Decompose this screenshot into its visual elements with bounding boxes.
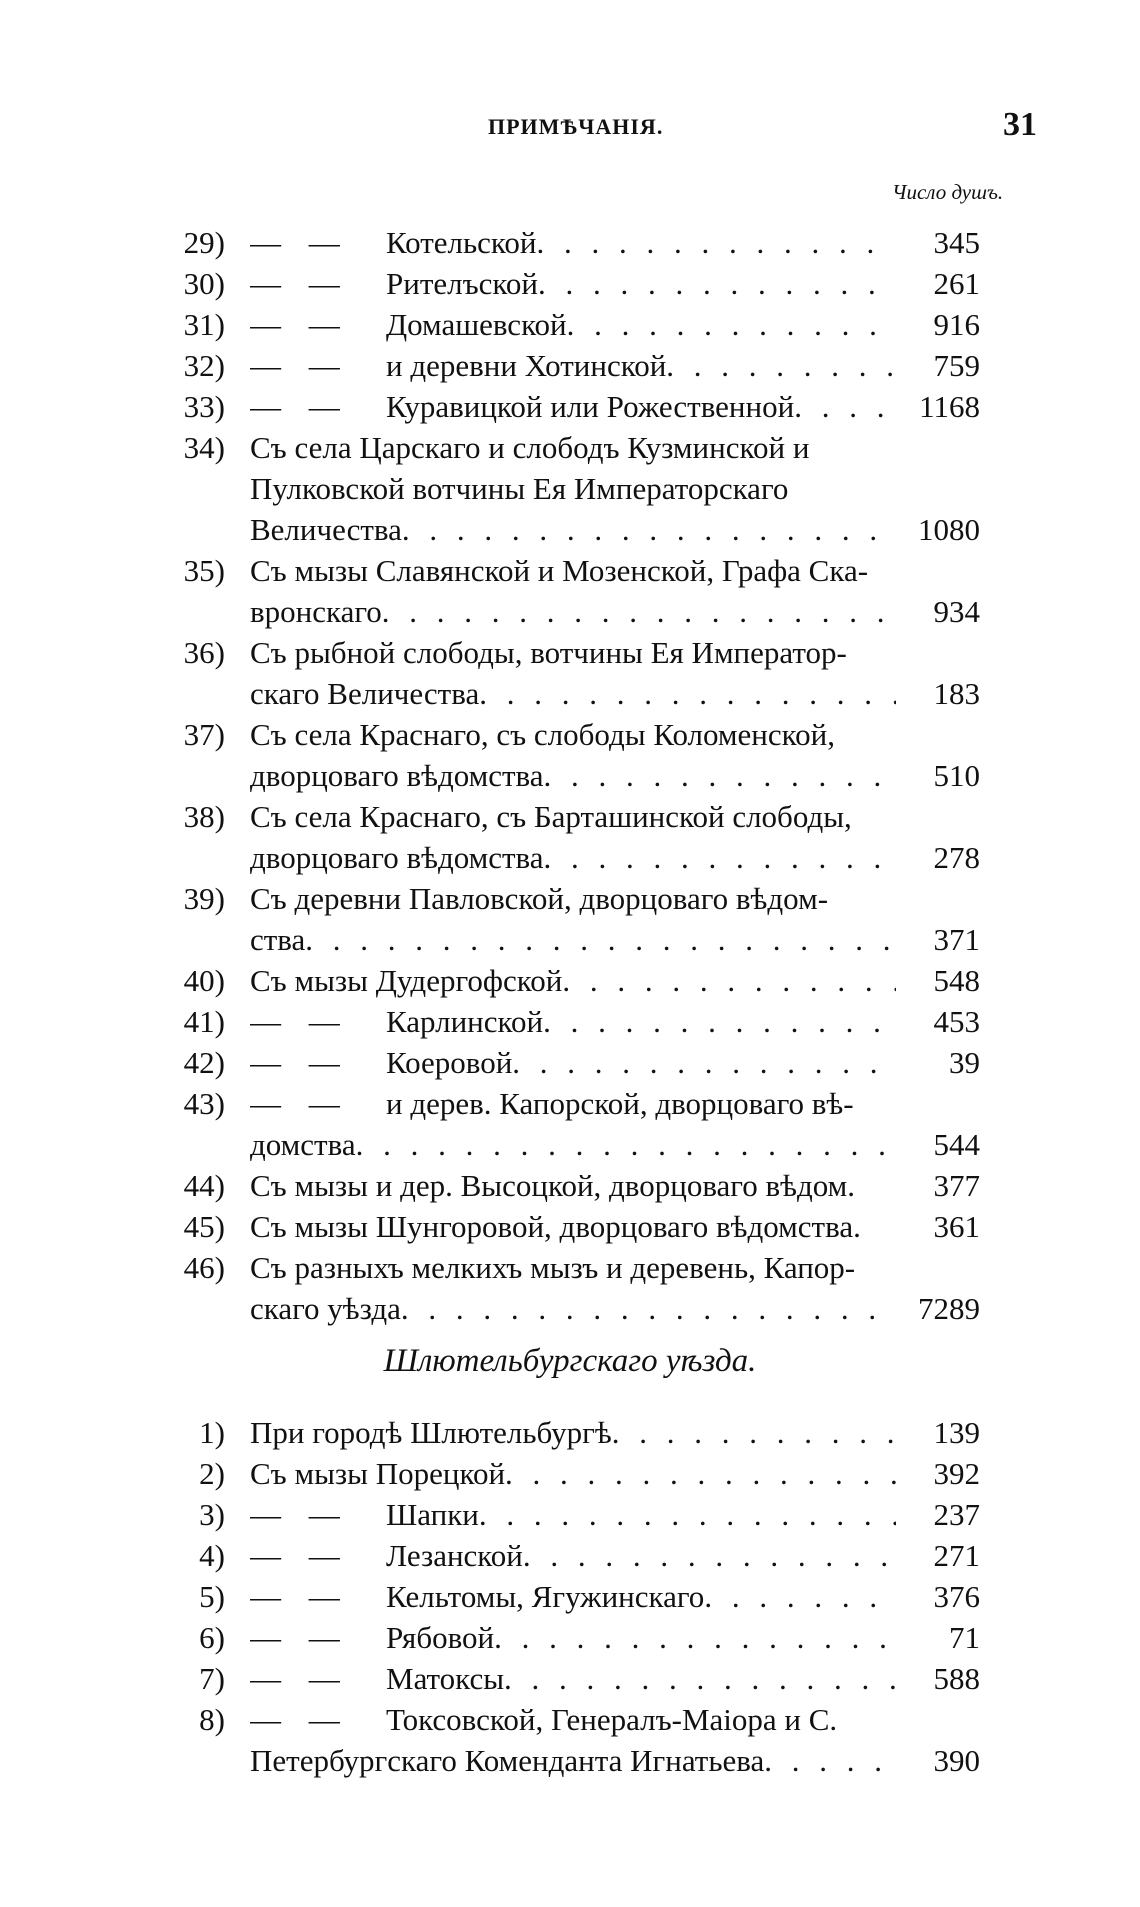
item-text: Кельтомы, Ягужинскаго — [386, 1579, 705, 1614]
item-text — [250, 1576, 704, 1617]
item-text — [250, 919, 980, 960]
item-text — [250, 1165, 980, 1206]
item-text: Петербургскаго Коменданта Игнатьева — [250, 1743, 765, 1778]
ditto-dash: — — — [250, 1045, 350, 1080]
item-text: и дерев. Капорской, дворцоваго вѣ- — [386, 1086, 854, 1121]
item-number: 7) — [199, 1661, 225, 1696]
dot-leader — [494, 1617, 896, 1658]
item-number: 40) — [183, 963, 225, 998]
list-item-continuation — [150, 468, 980, 509]
list-item-continuation — [150, 509, 980, 550]
item-text — [250, 509, 980, 550]
section-2-list — [150, 1412, 980, 1781]
dot-leader — [536, 222, 896, 263]
soul-count: 588 — [933, 1661, 980, 1696]
dot-leader — [356, 1124, 896, 1165]
item-text — [250, 960, 980, 1001]
list-item — [150, 304, 980, 345]
ditto-dash: — — — [250, 266, 350, 301]
item-text — [250, 263, 980, 304]
item-text — [250, 1535, 523, 1576]
soul-count: 453 — [933, 1004, 980, 1039]
ditto-dash: — — — [250, 1497, 350, 1532]
item-text — [250, 1617, 494, 1658]
item-text — [250, 1453, 980, 1494]
item-text — [250, 1206, 980, 1247]
item-text — [250, 222, 980, 263]
ditto-dash: — — — [250, 225, 350, 260]
item-text — [250, 1740, 980, 1781]
item-text — [250, 263, 538, 304]
item-text — [250, 1001, 543, 1042]
soul-count: 261 — [933, 266, 980, 301]
list-item-continuation — [150, 673, 980, 714]
list-item — [150, 796, 980, 837]
item-text: Съ села Царскаго и слободъ Кузминской и — [250, 430, 810, 465]
item-text — [250, 304, 980, 345]
item-text: Съ деревни Павловской, дворцоваго вѣдом- — [250, 881, 829, 916]
soul-count: 1080 — [918, 512, 980, 547]
soul-count: 271 — [933, 1538, 980, 1573]
ditto-dash: — — — [250, 1620, 350, 1655]
item-text: Рябовой — [386, 1620, 495, 1655]
item-text — [250, 386, 980, 427]
soul-count: 376 — [933, 1579, 980, 1614]
item-number: 32) — [183, 348, 225, 383]
item-text — [250, 673, 980, 714]
ditto-dash: — — — [250, 1004, 350, 1039]
list-item — [150, 960, 980, 1001]
list-item — [150, 550, 980, 591]
item-text: скаго уѣзда — [250, 1291, 401, 1326]
item-text — [250, 1699, 980, 1740]
item-text: Съ мызы Дудергофской — [250, 963, 563, 998]
item-number: 29) — [183, 225, 225, 260]
list-item — [150, 1617, 980, 1658]
list-item — [150, 1206, 980, 1247]
item-text: и деревни Хотинской — [386, 348, 667, 383]
item-text — [250, 345, 666, 386]
item-text — [250, 1453, 980, 1494]
item-text — [250, 1617, 980, 1658]
item-text — [250, 755, 980, 796]
section-title: Шлютельбургскаго уѣзда. — [383, 1343, 757, 1379]
dot-leader — [764, 1740, 896, 1781]
item-text — [250, 837, 980, 878]
item-text — [250, 1412, 980, 1453]
item-text — [250, 837, 980, 878]
item-text — [250, 1576, 980, 1617]
item-text: скаго Величества — [250, 676, 480, 711]
item-text — [250, 1042, 980, 1083]
item-text: Пулковской вотчины Ея Императорскаго — [250, 471, 789, 506]
item-number: 3) — [199, 1497, 225, 1532]
item-text: вронскаго — [250, 594, 382, 629]
soul-count: 544 — [933, 1127, 980, 1162]
item-number: 5) — [199, 1579, 225, 1614]
item-number: 39) — [183, 881, 225, 916]
item-text: Рителъской — [386, 266, 538, 301]
dot-leader — [704, 1576, 896, 1617]
dot-leader — [504, 1658, 896, 1699]
item-text — [250, 304, 980, 345]
list-item — [150, 1453, 980, 1494]
soul-count: 371 — [933, 922, 980, 957]
list-item — [150, 427, 980, 468]
item-text — [250, 1494, 980, 1535]
item-text: Съ разныхъ мелкихъ мызъ и деревень, Капор- — [250, 1250, 856, 1285]
item-number: 41) — [183, 1004, 225, 1039]
item-number: 44) — [183, 1168, 225, 1203]
list-item — [150, 386, 980, 427]
list-item-continuation — [150, 919, 980, 960]
list-item — [150, 222, 980, 263]
item-text — [250, 1001, 980, 1042]
item-number: 31) — [183, 307, 225, 342]
item-text — [250, 222, 536, 263]
soul-count: 759 — [933, 348, 980, 383]
item-text: При городѣ Шлютельбургѣ — [250, 1415, 612, 1450]
soul-count: 510 — [933, 758, 980, 793]
running-title: ПРИМѢЧАНІЯ. — [488, 114, 664, 139]
page-number: 31 — [1003, 106, 1037, 143]
item-text: Съ рыбной слободы, вотчины Ея Император- — [250, 635, 847, 670]
item-number: 43) — [183, 1086, 225, 1121]
dot-leader — [401, 1288, 896, 1329]
item-text: Куравицкой или Рожественной — [386, 389, 795, 424]
ditto-dash: — — — [250, 1579, 350, 1614]
list-item — [150, 1042, 980, 1083]
soul-count: 237 — [933, 1497, 980, 1532]
list-item — [150, 632, 980, 673]
ditto-dash: — — — [250, 1086, 350, 1121]
dot-leader — [479, 1494, 896, 1535]
item-text: Шапки — [386, 1497, 479, 1532]
item-text — [250, 1042, 980, 1083]
item-number: 8) — [199, 1702, 225, 1737]
soul-count: 139 — [933, 1415, 980, 1450]
item-text: Съ мызы Порецкой — [250, 1456, 506, 1491]
soul-count: 39 — [949, 1045, 980, 1080]
item-text: Котельской — [386, 225, 537, 260]
soul-count: 1168 — [919, 389, 980, 424]
item-number: 46) — [183, 1250, 225, 1285]
item-text — [250, 1658, 980, 1699]
item-text: Съ села Краснаго, съ Барташинской слободы, — [250, 799, 852, 834]
item-number: 4) — [199, 1538, 225, 1573]
dot-leader — [794, 386, 896, 427]
dot-leader — [523, 1535, 896, 1576]
item-text: ства — [250, 922, 306, 957]
soul-count: 548 — [933, 963, 980, 998]
ditto-dash: — — — [250, 1538, 350, 1573]
item-text — [250, 222, 980, 263]
list-item — [150, 1083, 980, 1124]
item-text — [250, 1083, 980, 1124]
dot-leader — [382, 591, 896, 632]
item-text — [250, 591, 980, 632]
dot-leader — [538, 263, 896, 304]
item-text — [250, 1535, 980, 1576]
column-heading: Число душъ. — [892, 180, 1004, 204]
item-text — [250, 1576, 980, 1617]
item-text — [250, 1042, 512, 1083]
item-text — [250, 509, 980, 550]
item-text — [250, 1288, 980, 1329]
item-text — [250, 263, 980, 304]
list-item — [150, 1001, 980, 1042]
dot-leader — [612, 1412, 896, 1453]
ditto-dash: — — — [250, 1702, 350, 1737]
soul-count: 916 — [933, 307, 980, 342]
item-text — [250, 345, 980, 386]
item-text — [250, 1740, 980, 1781]
dot-leader — [666, 345, 896, 386]
item-number: 38) — [183, 799, 225, 834]
item-text: Лезанской — [386, 1538, 523, 1573]
item-text — [250, 1165, 980, 1206]
ditto-dash: — — — [250, 1661, 350, 1696]
list-item — [150, 1165, 980, 1206]
dot-leader — [544, 837, 896, 878]
item-text — [855, 1165, 896, 1206]
dot-leader — [543, 1001, 896, 1042]
dot-leader — [567, 304, 896, 345]
item-text — [250, 1494, 479, 1535]
item-text: Коеровой — [386, 1045, 513, 1080]
item-text — [250, 386, 980, 427]
dot-leader — [402, 509, 896, 550]
soul-count: 377 — [933, 1168, 980, 1203]
item-text: Карлинской — [386, 1004, 544, 1039]
item-text — [250, 919, 980, 960]
item-text — [250, 1001, 980, 1042]
soul-count: 934 — [933, 594, 980, 629]
item-number: 35) — [183, 553, 225, 588]
item-text — [861, 1206, 896, 1247]
item-text: Домашевской — [386, 307, 567, 342]
list-item — [150, 1412, 980, 1453]
list-item-continuation — [150, 755, 980, 796]
list-item-continuation — [150, 1288, 980, 1329]
list-item-continuation — [150, 837, 980, 878]
dot-leader — [512, 1042, 896, 1083]
list-item — [150, 1576, 980, 1617]
item-number: 33) — [183, 389, 225, 424]
soul-count: 390 — [933, 1743, 980, 1778]
soul-count: 71 — [949, 1620, 980, 1655]
item-number: 42) — [183, 1045, 225, 1080]
item-text: Съ села Краснаго, съ слободы Коломенской, — [250, 717, 835, 752]
list-item — [150, 345, 980, 386]
item-text: дворцоваго вѣдомства — [250, 758, 544, 793]
list-item — [150, 1494, 980, 1535]
item-text — [250, 591, 980, 632]
item-number: 34) — [183, 430, 225, 465]
soul-count: 183 — [933, 676, 980, 711]
soul-count: 278 — [933, 840, 980, 875]
list-item — [150, 1535, 980, 1576]
item-number: 6) — [199, 1620, 225, 1655]
item-text — [250, 1535, 980, 1576]
item-text — [250, 673, 980, 714]
soul-count: 392 — [933, 1456, 980, 1491]
list-item-continuation — [150, 1740, 980, 1781]
list-item — [150, 1658, 980, 1699]
soul-count: 7289 — [918, 1291, 980, 1326]
item-number: 37) — [183, 717, 225, 752]
dot-leader — [505, 1453, 896, 1494]
dot-leader — [562, 960, 896, 1001]
item-number: 36) — [183, 635, 225, 670]
item-text — [250, 1658, 980, 1699]
item-text — [250, 1206, 980, 1247]
ditto-dash: — — — [250, 348, 350, 383]
item-text: Съ мызы Славянской и Мозенской, Графа Ска- — [250, 553, 869, 588]
list-item — [150, 714, 980, 755]
soul-count: 345 — [933, 225, 980, 260]
item-text: Величества — [250, 512, 402, 547]
section-1-list — [150, 222, 980, 1329]
item-text: Матоксы — [386, 1661, 505, 1696]
ditto-dash: — — — [250, 389, 350, 424]
item-text — [250, 755, 980, 796]
dot-leader — [305, 919, 896, 960]
list-item-continuation — [150, 1124, 980, 1165]
item-text: Съ мызы и дер. Высоцкой, дворцоваго вѣдом. — [250, 1168, 856, 1203]
dot-leader — [544, 755, 896, 796]
item-text: Токсовской, Генералъ-Маіора и С. — [386, 1702, 838, 1737]
item-number: 2) — [199, 1456, 225, 1491]
item-number: 45) — [183, 1209, 225, 1244]
item-text — [250, 304, 567, 345]
item-number: 30) — [183, 266, 225, 301]
item-text — [250, 1124, 980, 1165]
item-text — [250, 1494, 980, 1535]
item-text — [250, 960, 980, 1001]
item-text — [250, 1124, 980, 1165]
item-text: Съ мызы Шунгоровой, дворцоваго вѣдомства. — [250, 1209, 861, 1244]
item-text: дворцоваго вѣдомства — [250, 840, 544, 875]
list-item-continuation — [150, 591, 980, 632]
item-text — [250, 1412, 980, 1453]
item-number: 1) — [199, 1415, 225, 1450]
item-text — [250, 386, 794, 427]
soul-count: 361 — [933, 1209, 980, 1244]
item-text — [250, 1658, 504, 1699]
dot-leader — [479, 673, 896, 714]
item-text: домства — [250, 1127, 356, 1162]
list-item — [150, 1699, 980, 1740]
list-item — [150, 1247, 980, 1288]
item-text — [250, 1617, 980, 1658]
item-text — [250, 345, 980, 386]
item-text — [250, 1288, 980, 1329]
ditto-dash: — — — [250, 307, 350, 342]
list-item — [150, 878, 980, 919]
list-item — [150, 263, 980, 304]
